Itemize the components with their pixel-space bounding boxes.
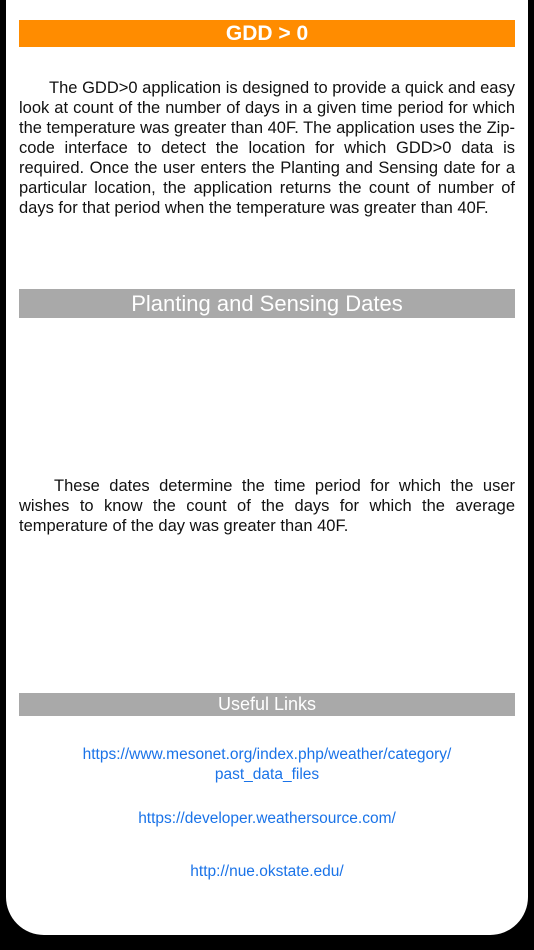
mesonet-link-line2: past_data_files [214,766,320,783]
planting-sensing-title: Planting and Sensing Dates [131,291,403,316]
mesonet-link[interactable] [19,745,515,785]
weathersource-link-text: https://developer.weathersource.com/ [138,810,396,827]
mesonet-link-line1: https://www.mesonet.org/index.php/weather/category/ [82,746,452,763]
okstate-link[interactable] [19,862,515,882]
okstate-link-text: http://nue.okstate.edu/ [190,863,344,880]
useful-links-header [19,693,515,716]
dates-description: These dates determine the time period for which the user wishes to know the count of the days for which the average temperature of the day was greater than 40F. [19,477,515,535]
app-screen [6,0,528,935]
app-title-bar [19,20,515,47]
planting-sensing-header [19,289,515,318]
weathersource-link[interactable] [19,809,515,829]
intro-paragraph: The GDD>0 application is designed to provide a quick and easy look at count of the number of days in a given time period for which the temperature was greater than 40F. The application uses the Zip-code interface to detect the location for which GDD>0 data is required. Once the user enters the Planting and Sensing date for a particular location, the application returns the count of number of days for that period when the temperature was greater than 40F. [19,79,515,217]
useful-links-title: Useful Links [217,694,317,714]
app-title: GDD > 0 [225,22,309,45]
